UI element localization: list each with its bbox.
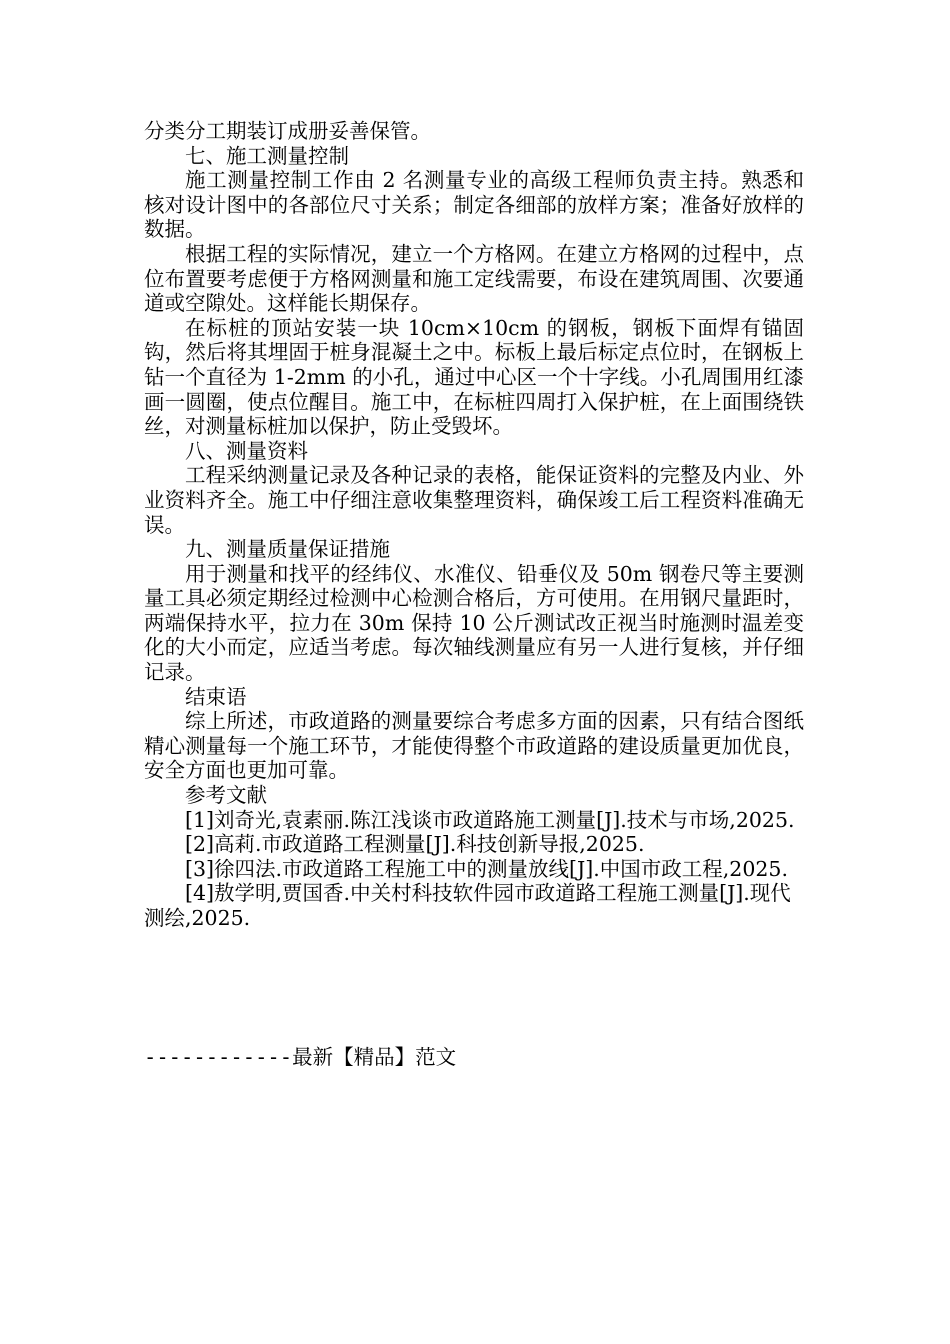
references-heading: 参考文献	[185, 783, 267, 808]
reference-item: [4]敖学明,贾国香.中关村科技软件园市政道路工程施工测量[J].现代测绘,2025.	[144, 881, 791, 930]
section-heading-9: 九、测量质量保证措施	[185, 537, 390, 562]
footer-banner: ------------最新【精品】范文	[144, 1045, 457, 1069]
conclusion-heading: 结束语	[185, 684, 247, 709]
document-body	[144, 119, 804, 931]
reference-item: [1]刘奇光,袁素丽.陈江浅谈市政道路施工测量[J].技术与市场,2025.	[185, 807, 795, 832]
intro-line: 分类分工期装订成册妥善保管。	[144, 119, 431, 143]
section-heading-7: 七、施工测量控制	[185, 143, 349, 168]
paragraph: 施工测量控制工作由 2 名测量专业的高级工程师负责主持。熟悉和核对设计图中的各部位尺寸关系；制定各细部的放样方案；准备好放样的数据。	[144, 168, 804, 242]
paragraph: 用于测量和找平的经纬仪、水准仪、铅垂仪及 50m 钢卷尺等主要测量工具必须定期经过检测中心检测合格后，方可使用。在用钢尺量距时，两端保持水平，拉力在 30m 保持 10 公斤测试改正视当时施测时温差变化的大小而定，应适当考虑。每次轴线测量应有另一人进行复核，并仔细记录。	[144, 561, 804, 685]
section-heading-8: 八、测量资料	[185, 438, 308, 463]
paragraph: 根据工程的实际情况，建立一个方格网。在建立方格网的过程中，点位布置要考虑便于方格网测量和施工定线需要，布设在建筑周围、次要通道或空隙处。这样能长期保存。	[144, 241, 804, 316]
reference-item: [3]徐四法.市政道路工程施工中的测量放线[J].中国市政工程,2025.	[185, 856, 788, 881]
paragraph: 在标桩的顶站安装一块 10cm×10cm 的钢板，钢板下面焊有锚固钩，然后将其埋固于桩身混凝土之中。标板上最后标定点位时，在钢板上钻一个直径为 1-2mm 的小孔，通过中心区一个十字线。小孔周围用红漆画一圆圈，使点位醒目。施工中，在标桩四周打入保护桩，在上面围绕铁丝，对测量标桩加以保护，防止受毁坏。	[144, 315, 804, 439]
paragraph: 综上所述，市政道路的测量要综合考虑多方面的因素，只有结合图纸精心测量每一个施工环节，才能使得整个市政道路的建设质量更加优良，安全方面也更加可靠。	[144, 709, 804, 783]
paragraph: 工程采纳测量记录及各种记录的表格，能保证资料的完整及内业、外业资料齐全。施工中仔细注意收集整理资料，确保竣工后工程资料准确无误。	[144, 463, 804, 537]
reference-item: [2]高莉.市政道路工程测量[J].科技创新导报,2025.	[185, 832, 645, 857]
